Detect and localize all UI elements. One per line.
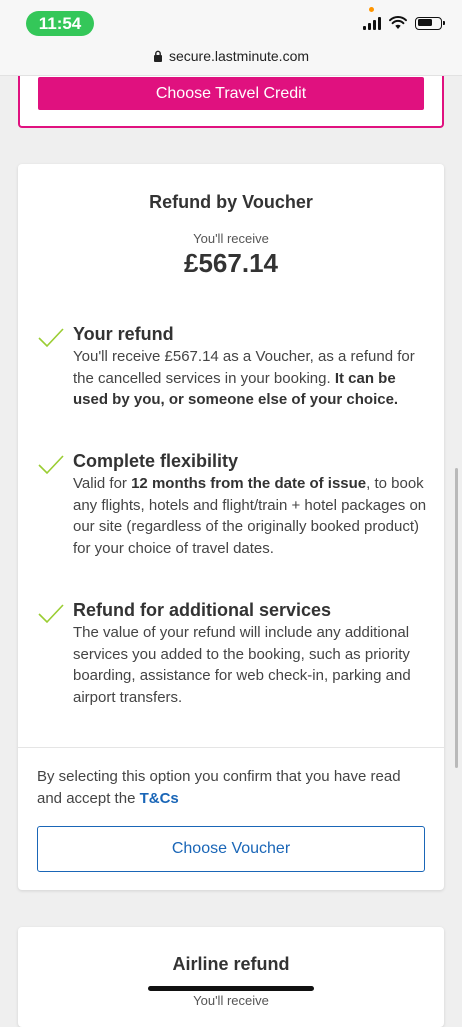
status-time: 11:54 <box>26 11 94 36</box>
card-title: Refund by Voucher <box>149 192 313 212</box>
checkmark-icon <box>38 454 64 476</box>
consent-text: By selecting this option you confirm that you have read and accept the T&Cs <box>37 768 401 807</box>
refund-voucher-card <box>18 164 444 890</box>
feature-title: Refund for additional services <box>73 600 332 620</box>
browser-top-bar <box>0 0 462 76</box>
receive-label: You'll receive <box>193 231 269 246</box>
feature-title: Your refund <box>73 324 174 344</box>
feature-title: Complete flexibility <box>73 451 239 471</box>
feature-description: The value of your refund will include any additional services you added to the booking, such as priority boarding, assistance for web check-in, parking and airport transfers. <box>73 624 411 706</box>
receive-label: You'll receive <box>193 993 269 1008</box>
feature-additional-services <box>38 599 428 708</box>
battery-icon <box>415 17 442 30</box>
refund-amount: £567.14 <box>184 248 278 278</box>
cellular-signal-icon <box>363 16 381 30</box>
checkmark-icon <box>38 603 64 625</box>
scrollbar[interactable] <box>455 468 458 768</box>
terms-link[interactable]: T&Cs <box>139 789 179 807</box>
status-icons <box>363 16 442 30</box>
airline-refund-card <box>18 927 444 1027</box>
home-indicator[interactable] <box>148 986 314 991</box>
feature-your-refund <box>38 323 428 411</box>
divider <box>18 747 444 748</box>
lock-icon <box>153 50 163 62</box>
feature-description: You'll receive £567.14 as a Voucher, as a refund for the cancelled services in your booking. It can be used by you, or someone else of your choice. <box>73 348 415 408</box>
url-domain: secure.lastminute.com <box>168 48 310 64</box>
wifi-icon <box>389 16 407 30</box>
choose-voucher-button[interactable]: Choose Voucher <box>37 826 425 872</box>
url-bar[interactable] <box>0 48 462 64</box>
card-title: Airline refund <box>172 954 290 974</box>
feature-description: Valid for 12 months from the date of issue, to book any flights, hotels and flight/train + hotel packages on our site (regardless of the originally booked product) for your choice of travel dates. <box>73 475 427 557</box>
feature-complete-flexibility <box>38 450 428 559</box>
choose-travel-credit-button[interactable]: Choose Travel Credit <box>38 77 424 110</box>
checkmark-icon <box>38 327 64 349</box>
privacy-indicator-dot <box>369 7 374 12</box>
